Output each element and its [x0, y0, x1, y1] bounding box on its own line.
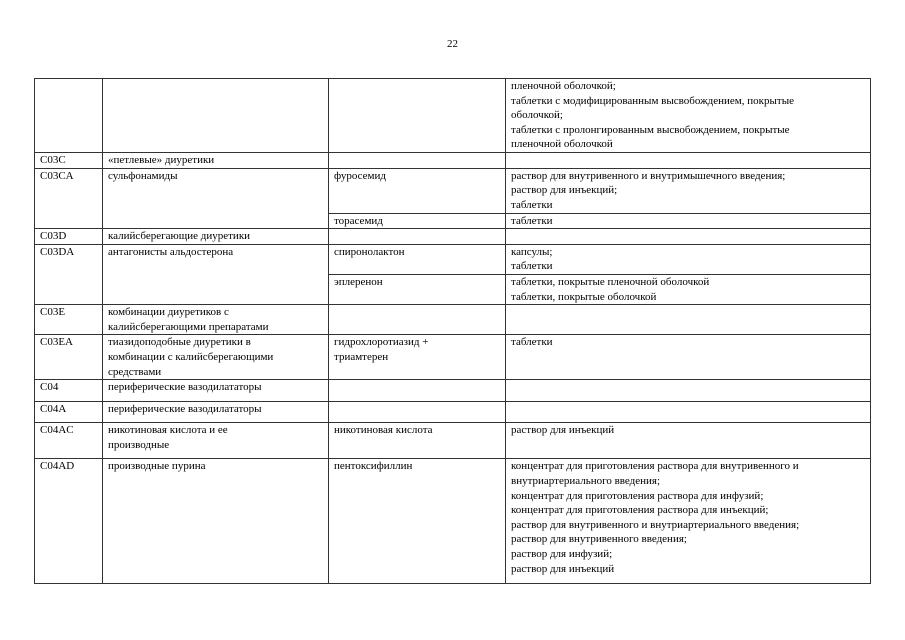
- atc-code-cell: C04A: [35, 402, 103, 423]
- group-text: комбинации диуретиков с: [108, 306, 229, 319]
- dosage-form-cell: [506, 459, 871, 584]
- group-text: комбинации с калийсберегающими: [108, 350, 274, 363]
- dosage-form-text: раствор для внутривенного введения;: [511, 533, 687, 546]
- dosage-form-text: таблетки: [511, 214, 553, 227]
- drug-name-cell: пентоксифиллин: [329, 459, 506, 584]
- dosage-form-cell: [506, 153, 871, 169]
- table-row: [35, 335, 871, 380]
- drug-name-cell: [329, 402, 506, 423]
- drug-name-cell: [329, 153, 506, 169]
- atc-code-cell: C03E: [35, 305, 103, 335]
- group-text: тиазидоподобные диуретики в: [108, 336, 251, 349]
- dosage-form-text: таблетки с модифицированным высвобождением, покрытые: [511, 94, 794, 107]
- drug-name-text: триамтерен: [334, 350, 389, 363]
- group-cell: периферические вазодилататоры: [103, 402, 329, 423]
- dosage-form-cell: [506, 244, 871, 274]
- atc-code-cell: C03CA: [35, 168, 103, 229]
- group-cell: [103, 305, 329, 335]
- dosage-form-text: раствор для внутривенного и внутримышечного введения;: [511, 169, 786, 182]
- drug-name-cell: никотиновая кислота: [329, 423, 506, 459]
- dosage-form-cell: [506, 274, 871, 304]
- dosage-form-cell: [506, 423, 871, 459]
- dosage-form-text: пленочной оболочкой: [511, 138, 613, 151]
- dosage-form-cell: [506, 79, 871, 153]
- table-row: [35, 423, 871, 459]
- group-cell: антагонисты альдостерона: [103, 244, 329, 304]
- dosage-form-cell: [506, 335, 871, 380]
- group-cell: производные пурина: [103, 459, 329, 584]
- dosage-form-cell: [506, 168, 871, 213]
- group-text: калийсберегающими препаратами: [108, 320, 269, 333]
- dosage-form-text: пленочной оболочкой;: [511, 80, 616, 92]
- table-row: [35, 168, 871, 213]
- dosage-form-text: таблетки, покрытые пленочной оболочкой: [511, 275, 710, 288]
- atc-code-cell: C04AD: [35, 459, 103, 584]
- atc-code-cell: C03D: [35, 229, 103, 245]
- dosage-form-text: раствор для инъекций: [511, 424, 615, 437]
- drug-name-cell: [329, 229, 506, 245]
- table-row: [35, 380, 871, 402]
- dosage-form-text: внутриартериального введения;: [511, 474, 661, 487]
- dosage-form-text: таблетки с пролонгированным высвобождением, покрытые: [511, 123, 790, 136]
- page-number: 22: [447, 38, 458, 50]
- atc-code-cell: C04AC: [35, 423, 103, 459]
- table-row: [35, 459, 871, 584]
- group-cell: калийсберегающие диуретики: [103, 229, 329, 245]
- dosage-form-text: концентрат для приготовления раствора для инфузий;: [511, 489, 764, 502]
- group-cell: периферические вазодилататоры: [103, 380, 329, 402]
- table-row: [35, 229, 871, 245]
- drug-name-cell: [329, 335, 506, 380]
- group-cell: сульфонамиды: [103, 168, 329, 229]
- group-text: средствами: [108, 365, 162, 378]
- drug-list-table: [34, 78, 871, 584]
- dosage-form-text: таблетки: [511, 336, 553, 349]
- atc-code-cell: C03DA: [35, 244, 103, 304]
- group-cell: [103, 423, 329, 459]
- atc-code-cell: [35, 79, 103, 153]
- dosage-form-text: раствор для инъекций;: [511, 184, 618, 197]
- table-row: [35, 305, 871, 335]
- dosage-form-text: таблетки: [511, 260, 553, 273]
- dosage-form-cell: [506, 402, 871, 423]
- dosage-form-text: раствор для инъекций: [511, 562, 615, 575]
- dosage-form-cell: [506, 229, 871, 245]
- drug-name-cell: [329, 79, 506, 153]
- dosage-form-cell: [506, 305, 871, 335]
- dosage-form-text: таблетки: [511, 198, 553, 211]
- dosage-form-text: оболочкой;: [511, 109, 563, 122]
- dosage-form-text: раствор для инфузий;: [511, 547, 613, 560]
- group-text: производные: [108, 438, 170, 451]
- group-cell: [103, 79, 329, 153]
- drug-name-cell: торасемид: [329, 213, 506, 229]
- table-row: [35, 79, 871, 153]
- drug-name-cell: фуросемид: [329, 168, 506, 213]
- group-cell: «петлевые» диуретики: [103, 153, 329, 169]
- table-row: [35, 402, 871, 423]
- atc-code-cell: C03C: [35, 153, 103, 169]
- group-cell: [103, 335, 329, 380]
- dosage-form-text: капсулы;: [511, 245, 553, 258]
- drug-name-cell: [329, 380, 506, 402]
- atc-code-cell: C04: [35, 380, 103, 402]
- dosage-form-text: раствор для внутривенного и внутриартериального введения;: [511, 518, 800, 531]
- dosage-form-cell: [506, 213, 871, 229]
- drug-name-cell: эплеренон: [329, 274, 506, 304]
- group-text: никотиновая кислота и ее: [108, 424, 228, 437]
- dosage-form-text: таблетки, покрытые оболочкой: [511, 290, 657, 303]
- dosage-form-text: концентрат для приготовления раствора для внутривенного и: [511, 460, 799, 473]
- dosage-form-text: концентрат для приготовления раствора для инъекций;: [511, 504, 769, 517]
- drug-name-cell: [329, 305, 506, 335]
- table-row: [35, 244, 871, 274]
- table-row: [35, 153, 871, 169]
- atc-code-cell: C03EA: [35, 335, 103, 380]
- dosage-form-cell: [506, 380, 871, 402]
- drug-name-cell: спиронолактон: [329, 244, 506, 274]
- drug-name-text: гидрохлоротиазид +: [334, 336, 429, 349]
